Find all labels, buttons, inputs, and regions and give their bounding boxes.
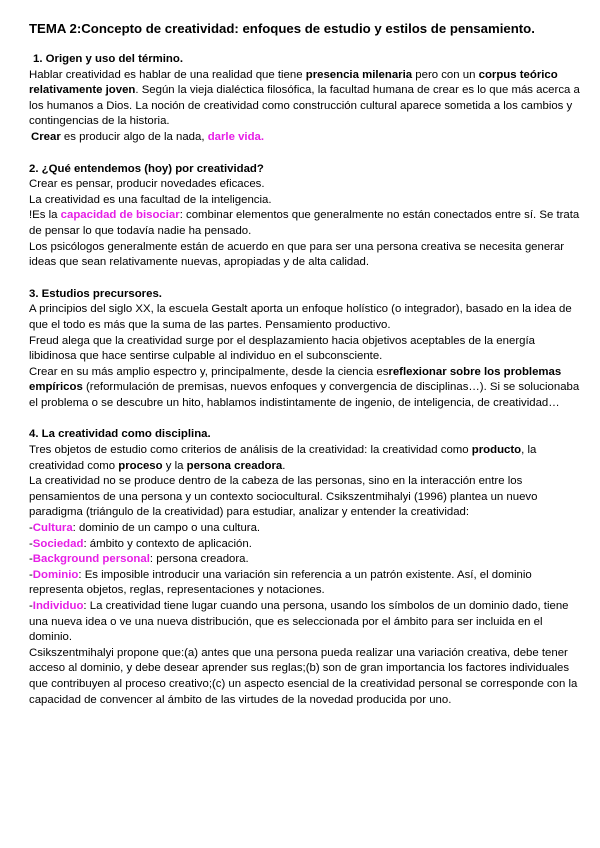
text-run: es producir algo de la nada, bbox=[60, 130, 208, 143]
bold-text: presencia milenaria bbox=[305, 68, 413, 81]
highlight-text: darle vida. bbox=[207, 130, 265, 143]
section-disciplina bbox=[29, 427, 580, 708]
highlight-text: Individuo bbox=[32, 600, 84, 612]
bold-text: producto bbox=[471, 444, 522, 457]
paragraph bbox=[29, 208, 580, 239]
list-item bbox=[29, 599, 580, 646]
section-heading: 4. La creatividad como disciplina. bbox=[29, 428, 211, 441]
section-precursores bbox=[29, 287, 580, 412]
paragraph bbox=[29, 68, 580, 130]
dash: - bbox=[29, 553, 33, 566]
paragraph bbox=[29, 130, 580, 146]
section-definicion bbox=[29, 162, 580, 271]
highlight-text: Sociedad bbox=[32, 537, 84, 550]
text-run: . Según la vieja dialéctica filosófica, la facultad humana de crear es lo que más acerca a los humanos a Dios. La noción de creatividad como construcción cultural aparece sometida a los cambios y contingencias de la historia. bbox=[29, 84, 580, 128]
paragraph: Freud alega que la creatividad surge por el desplazamiento hacia objetivos aceptables de la energía libidinosa que hace sentirse culpable al individuo en el subconsciente. bbox=[29, 334, 535, 363]
paragraph: Csikszentmihalyi propone que:(a) antes que una persona pueda realizar una variación creativa, debe tener acceso al dominio, y debe desear aprender sus reglas;(b) son de gran importancia los factores individuales que contribuyen al proceso creativo;(c) un aspecto esencial de la creatividad personal se corresponde con la capacidad de convencer al ámbito de las virtudes de la novedad producida por uno. bbox=[29, 646, 578, 706]
highlight-text: Dominio bbox=[32, 568, 79, 581]
dash: - bbox=[29, 568, 33, 581]
text-run: pero con un bbox=[412, 68, 479, 81]
text-run: : Es imposible introducir una variación sin referencia a un patrón existente. Así, el dominio representa objetos, reglas, representaciones y notaciones. bbox=[29, 568, 532, 597]
paragraph: Los psicólogos generalmente están de acuerdo en que para ser una persona creativa se necesita generar ideas que sean relativamente nuevas, apropiadas y de alta calidad. bbox=[29, 240, 565, 269]
text-run: !Es la bbox=[29, 209, 61, 222]
section-heading: 2. ¿Qué entendemos (hoy) por creatividad? bbox=[29, 162, 264, 175]
dash: - bbox=[29, 522, 33, 535]
bold-text: proceso bbox=[118, 459, 163, 472]
dash: - bbox=[29, 600, 33, 612]
highlight-text: Cultura bbox=[32, 522, 73, 535]
text-run: : La creatividad tiene lugar cuando una persona, usando los símbolos de un dominio dado, tiene una nueva idea o ve una nueva distribución, que es seleccionada por el ámbito para ser incluida en el dominio. bbox=[29, 600, 569, 644]
text-run: Crear en su más amplio espectro y, principalmente, desde la ciencia es bbox=[29, 365, 389, 378]
paragraph: A principios del siglo XX, la escuela Gestalt aporta un enfoque holístico (o integrador), basado en la idea de que el todo es más que la suma de las partes. Pensamiento productivo. bbox=[29, 303, 572, 331]
text-run: Tres objetos de estudio como criterios de análisis de la creatividad: la creatividad como bbox=[29, 444, 472, 457]
bold-text: reflexionar sobre los problemas empíricos bbox=[29, 365, 562, 394]
bold-text: corpus teórico relativamente joven bbox=[29, 68, 558, 97]
paragraph: La creatividad es una facultad de la inteligencia. bbox=[29, 193, 272, 206]
text-run: : persona creadora. bbox=[149, 553, 249, 566]
highlight-text: Background personal bbox=[32, 553, 150, 566]
list-item bbox=[29, 537, 580, 553]
dash: - bbox=[29, 537, 33, 550]
section-heading: 1. Origen y uso del término. bbox=[33, 53, 184, 65]
text-run: , la creatividad como bbox=[29, 444, 537, 472]
text-run: (reformulación de premisas, nuevos enfoques y convergencia de disciplinas…). Si se solucionaba el problema o se descubre un hito, hablamos indistintamente de ingenio, de inteligencia, de creatividad… bbox=[29, 381, 580, 409]
list-item bbox=[29, 568, 580, 599]
paragraph: La creatividad no se produce dentro de la cabeza de las personas, sino en la interacción entre los pensamientos de una persona y un contexto sociocultural. Csikszentmihalyi (1996) plantea un nuevo paradigma (triángulo de la creatividad) para estudiar, analizar y entender la creatividad: bbox=[29, 475, 538, 519]
text-run: Hablar creatividad es hablar de una realidad que tiene bbox=[29, 68, 306, 81]
bold-text: Crear bbox=[31, 130, 61, 143]
highlight-text: capacidad de bisociar bbox=[60, 209, 180, 222]
paragraph bbox=[29, 443, 580, 474]
section-origen bbox=[29, 52, 580, 146]
paragraph bbox=[29, 365, 580, 412]
text-run: : dominio de un campo o una cultura. bbox=[72, 522, 261, 535]
text-run: y la bbox=[162, 459, 187, 472]
list-item bbox=[29, 521, 580, 537]
bold-text: persona creadora bbox=[186, 459, 283, 472]
list-item bbox=[29, 552, 580, 568]
text-run: : ámbito y contexto de aplicación. bbox=[83, 537, 252, 550]
text-run: : combinar elementos que generalmente no están conectados entre sí. Se trata de pensar lo que todavía nadie ha pensado. bbox=[29, 209, 580, 237]
page-title: TEMA 2:Concepto de creatividad: enfoques de estudio y estilos de pensamiento. bbox=[29, 21, 535, 36]
text-run: . bbox=[282, 459, 286, 472]
paragraph: Crear es pensar, producir novedades eficaces. bbox=[29, 178, 265, 191]
section-heading: 3. Estudios precursores. bbox=[29, 287, 162, 300]
